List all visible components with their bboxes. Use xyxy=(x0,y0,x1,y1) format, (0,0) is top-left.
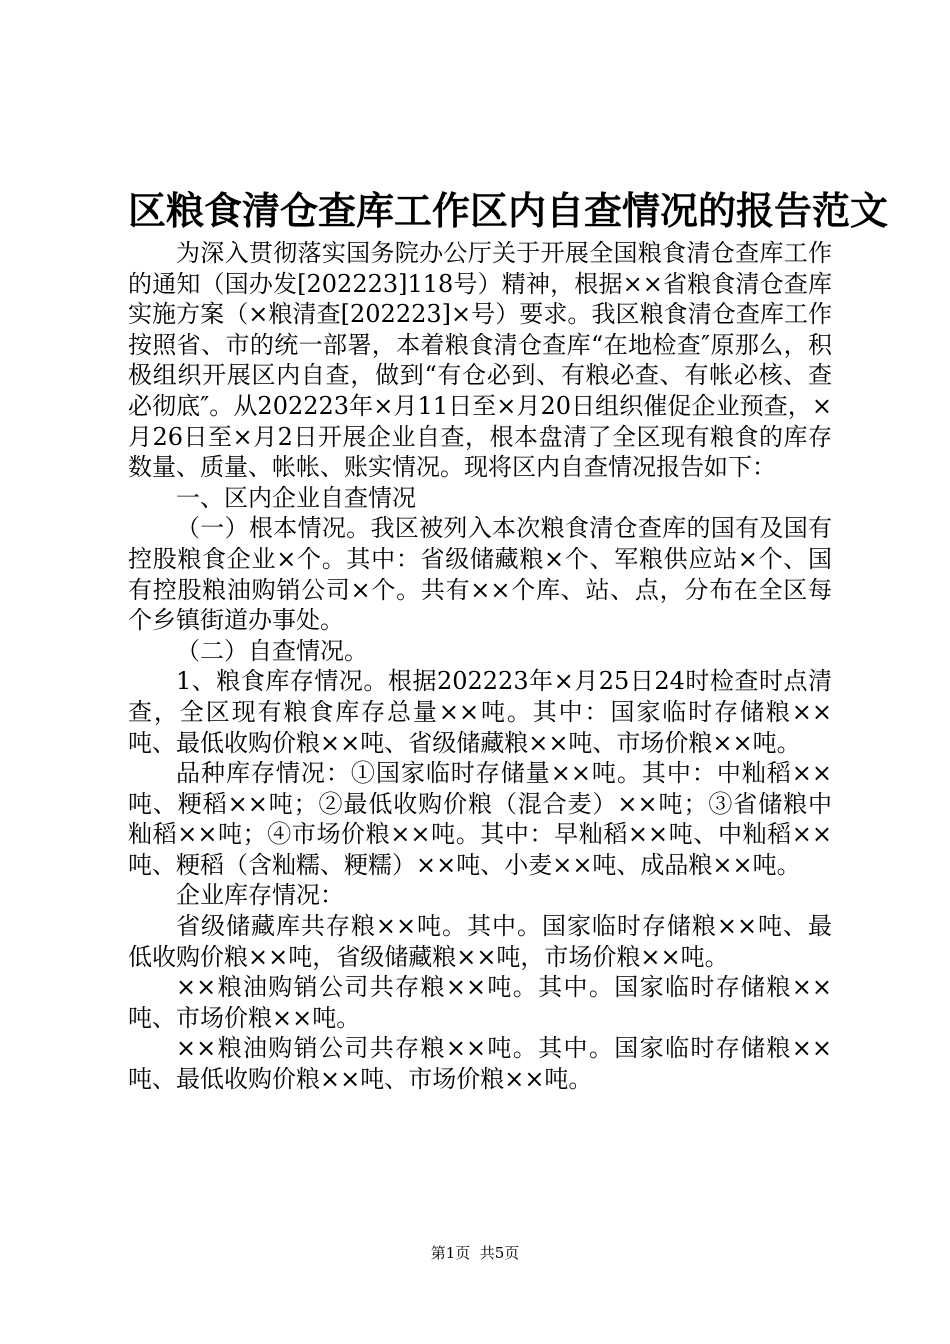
paragraph-company-one: ××粮油购销公司共存粮××吨。其中。国家临时存储粮××吨、市场价粮××吨。 xyxy=(128,973,832,1032)
paragraph-enterprise-heading: 企业库存情况： xyxy=(176,881,344,910)
paragraph-intro: 为深入贯彻落实国务院办公厅关于开展全国粮食清仓查库工作的通知（国办发[202223]118号）精神，根据××省粮食清仓查库实施方案（×粮清查[202223]×号）要求。我区粮食清仓查库工作按照省、市的统一部署，本着粮食清仓查库“在地检查″原那么，积极组织开展区内自查，做到“有仓必到、有粮必查、有帐必核、查必彻底″。从202223年×月11日至×月20日组织催促企业预查，×月26日至×月2日开展企业自查，根本盘清了全区现有粮食的库存数量、质量、帐帐、账实情况。现将区内自查情况报告如下： xyxy=(128,239,832,482)
paragraph-basic-situation: （一）根本情况。我区被列入本次粮食清仓查库的国有及国有控股粮食企业×个。其中：省级储藏粮×个、军粮供应站×个、国有控股粮油购销公司×个。共有××个库、站、点，分布在全区每个乡镇街道办事处。 xyxy=(128,514,832,635)
page-number-footer: 第1页 共5页 xyxy=(430,1244,520,1262)
paragraph-variety-inventory: 品种库存情况：①国家临时存储量××吨。其中：中籼稻××吨、粳稻××吨；②最低收购价粮（混合麦）××吨；③省储粮中籼稻××吨；④市场价粮××吨。其中：早籼稻××吨、中籼稻××吨、粳稻（含籼糯、粳糯）××吨、小麦××吨、成品粮××吨。 xyxy=(128,759,832,879)
section-heading: 一、区内企业自查情况 xyxy=(176,483,416,512)
paragraph-provincial-reserve: 省级储藏库共存粮××吨。其中。国家临时存储粮××吨、最低收购价粮××吨，省级储藏粮××吨，市场价粮××吨。 xyxy=(128,912,832,971)
document-title: 区粮食清仓查库工作区内自查情况的报告范文 xyxy=(128,188,889,233)
paragraph-company-two: ××粮油购销公司共存粮××吨。其中。国家临时存储粮××吨、最低收购价粮××吨、市场价粮××吨。 xyxy=(128,1034,832,1094)
subheading-self-check: （二）自查情况。 xyxy=(176,636,368,665)
document-body xyxy=(128,238,832,1095)
paragraph-grain-inventory: 1、粮食库存情况。根据202223年×月25日24时检查时点清查，全区现有粮食库存总量××吨。其中：国家临时存储粮××吨、最低收购价粮××吨、省级储藏粮××吨、市场价粮××吨。 xyxy=(128,667,832,757)
